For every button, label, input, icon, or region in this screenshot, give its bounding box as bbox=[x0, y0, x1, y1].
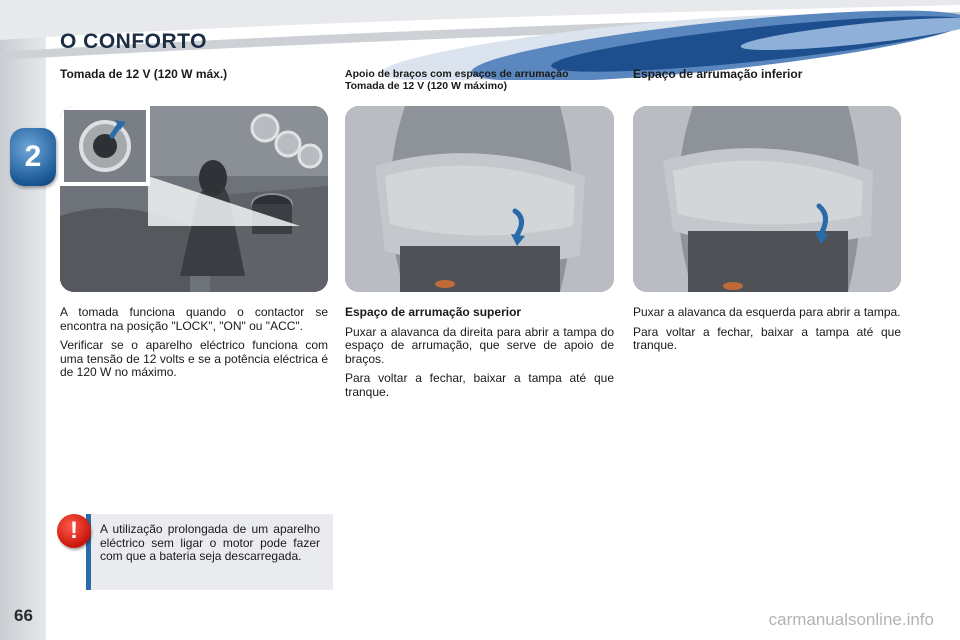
exclamation-icon: ! bbox=[57, 514, 91, 548]
warning-text: A utilização prolongada de um aparelho eléctrico sem ligar o motor pode fazer com que a bateria seja descarregada. bbox=[100, 522, 320, 563]
power-socket-paragraph-2: Verificar se o aparelho eléctrico funciona com uma tensão de 12 volts e se a potência eléctrica é de 120 W no máximo. bbox=[60, 338, 328, 379]
upper-storage-paragraph-2: Para voltar a fechar, baixar a tampa até que tranque. bbox=[345, 371, 614, 399]
lower-storage-paragraph-2: Para voltar a fechar, baixar a tampa até que tranque. bbox=[633, 324, 901, 352]
lower-storage-text bbox=[633, 306, 901, 359]
upper-storage-subheading: Espaço de arrumação superior bbox=[345, 305, 522, 319]
heading-armrest-line1: Apoio de braços com espaços de arrumação bbox=[345, 68, 569, 80]
power-socket-text bbox=[60, 306, 328, 386]
power-socket-photo bbox=[60, 106, 328, 292]
heading-armrest bbox=[345, 68, 569, 92]
page-number: 66 bbox=[14, 606, 33, 625]
lower-storage-paragraph-1: Puxar a alavanca da esquerda para abrir a tampa. bbox=[633, 305, 901, 319]
watermark: carmanualsonline.info bbox=[768, 610, 934, 629]
power-socket-paragraph-1: A tomada funciona quando o contactor se encontra na posição "LOCK", "ON" ou "ACC". bbox=[60, 305, 328, 333]
heading-armrest-line2: Tomada de 12 V (120 W máximo) bbox=[345, 80, 508, 92]
page-title: O CONFORTO bbox=[60, 30, 207, 53]
chapter-number: 2 bbox=[24, 140, 42, 173]
upper-storage-text bbox=[345, 306, 614, 405]
upper-storage-paragraph-1: Puxar a alavanca da direita para abrir a tampa do espaço de arrumação, que serve de apoio de braços. bbox=[345, 324, 614, 366]
armrest-upper-storage-photo bbox=[345, 106, 614, 292]
chapter-tab bbox=[10, 128, 56, 186]
heading-power-socket: Tomada de 12 V (120 W máx.) bbox=[60, 67, 228, 81]
chapter-sidebar bbox=[0, 0, 46, 640]
lower-storage-photo bbox=[633, 106, 901, 292]
heading-lower-storage: Espaço de arrumação inferior bbox=[633, 67, 803, 81]
